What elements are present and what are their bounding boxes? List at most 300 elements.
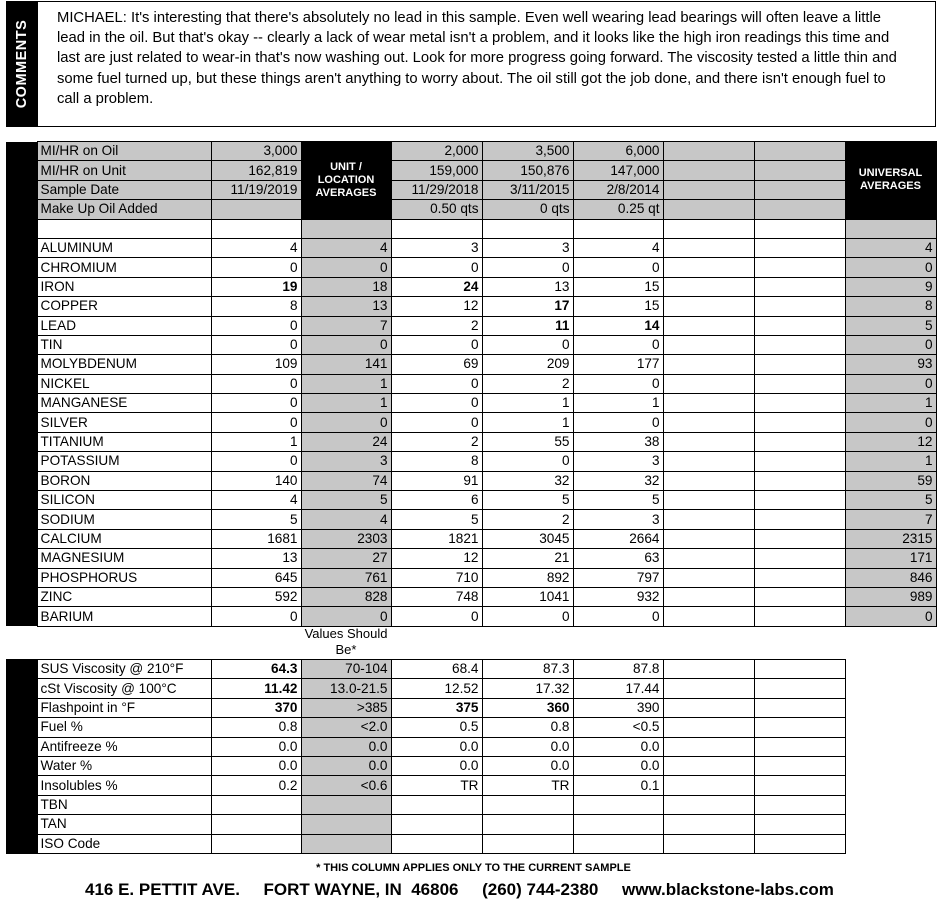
sample-value: 0.0 [573, 756, 663, 775]
element-name: TIN [37, 335, 211, 354]
universal-average-value: 0 [845, 607, 936, 626]
unit-average-value: 7 [301, 316, 391, 335]
sample-value [663, 698, 754, 717]
current-sample-value: 140 [211, 471, 301, 490]
header-row [6, 142, 936, 161]
current-sample-value: 1 [211, 432, 301, 451]
sample-value [663, 452, 754, 471]
universal-average-value: 2315 [845, 529, 936, 548]
current-sample-value: 0.0 [211, 756, 301, 775]
element-name: MOLYBDENUM [37, 355, 211, 374]
sample-value: 87.3 [482, 660, 573, 679]
element-row [6, 277, 936, 296]
sample-value [754, 510, 845, 529]
sample-value: 390 [573, 698, 663, 717]
element-name: SILICON [37, 491, 211, 510]
header-label: MI/HR on Unit [37, 161, 211, 180]
unit-average-value: 0 [301, 258, 391, 277]
sample-value: 0 [573, 607, 663, 626]
sample-value [391, 795, 482, 814]
sample-cell [663, 180, 754, 199]
sample-cell: 147,000 [573, 161, 663, 180]
unit-average-value: 2303 [301, 529, 391, 548]
current-sample-value: 11.42 [211, 679, 301, 698]
sample-value: 0 [482, 607, 573, 626]
unit-average-value: 74 [301, 471, 391, 490]
values-should-be-cell: 0.0 [301, 737, 391, 756]
sample-value [482, 815, 573, 834]
current-sample-value: 0 [211, 374, 301, 393]
current-sample-value: 0.2 [211, 776, 301, 795]
sample-value [663, 316, 754, 335]
sample-value [754, 335, 845, 354]
sample-value: 0 [573, 258, 663, 277]
sample-value [663, 549, 754, 568]
values-should-be-cell [301, 834, 391, 853]
unit-average-value: 761 [301, 568, 391, 587]
element-row [6, 413, 936, 432]
sample-value: 87.8 [573, 660, 663, 679]
sample-value [754, 834, 845, 853]
sample-cell: 2/8/2014 [573, 180, 663, 199]
header-label: Sample Date [37, 180, 211, 199]
unit-average-value: 27 [301, 549, 391, 568]
sample-value: 91 [391, 471, 482, 490]
sample-value: 2 [482, 510, 573, 529]
sample-value: 11 [482, 316, 573, 335]
unit-average-value: 828 [301, 587, 391, 606]
current-sample-cell: 162,819 [211, 161, 301, 180]
sample-value [663, 529, 754, 548]
footnote: * THIS COLUMN APPLIES ONLY TO THE CURRENT SAMPLE [316, 862, 631, 874]
unit-average-value: 4 [301, 510, 391, 529]
sample-value: 209 [482, 355, 573, 374]
sample-value [754, 698, 845, 717]
sample-value [573, 815, 663, 834]
element-row [6, 374, 936, 393]
current-sample-value: 64.3 [211, 660, 301, 679]
sample-value [663, 258, 754, 277]
sample-value [754, 355, 845, 374]
sample-cell [754, 142, 845, 161]
comments-text: MICHAEL: It's interesting that there's absolutely no lead in this sample. Even well wearing lead bearings will often leave a little lead in the oil. But that's okay -- clearly a lack of wear metal isn't a problem, and it looks like the high iron readings this time and last are just related to wear-in that's now washing out. Look for more progress going forward. The viscosity tested a little thin and some fuel turned up, but these things aren't anything to worry about. The oil still got the job done, and there isn't enough fuel to call a problem. [57, 10, 897, 107]
element-name: MAGNESIUM [37, 549, 211, 568]
header-row [6, 161, 936, 180]
sample-value: 2 [391, 316, 482, 335]
sample-cell [754, 200, 845, 219]
current-sample-value: 0 [211, 394, 301, 413]
sample-value: 5 [573, 491, 663, 510]
sample-value [663, 776, 754, 795]
sample-value: 797 [573, 568, 663, 587]
sample-value: 32 [482, 471, 573, 490]
universal-average-value: 0 [845, 374, 936, 393]
unit-average-value: 24 [301, 432, 391, 451]
property-row [6, 795, 845, 814]
sample-value [754, 491, 845, 510]
sample-value: 12.52 [391, 679, 482, 698]
current-sample-value: 0 [211, 452, 301, 471]
property-name: SUS Viscosity @ 210°F [37, 660, 211, 679]
property-row [6, 660, 845, 679]
sample-value [754, 756, 845, 775]
sample-value [754, 795, 845, 814]
sample-value [482, 834, 573, 853]
current-sample-value: 0 [211, 258, 301, 277]
element-row [6, 587, 936, 606]
sample-value: 3045 [482, 529, 573, 548]
sample-value: 3 [391, 238, 482, 257]
sample-value [754, 815, 845, 834]
spacer-cell [211, 219, 301, 238]
sample-value [754, 587, 845, 606]
sample-value [663, 355, 754, 374]
sample-value [663, 277, 754, 296]
sample-value: 0 [391, 374, 482, 393]
current-sample-value: 8 [211, 297, 301, 316]
sample-value: 12 [391, 297, 482, 316]
sample-value: 17.32 [482, 679, 573, 698]
universal-average-value: 4 [845, 238, 936, 257]
current-sample-value: 0 [211, 413, 301, 432]
sample-value: 0.0 [391, 756, 482, 775]
universal-average-value: 171 [845, 549, 936, 568]
sample-value: 3 [482, 238, 573, 257]
sample-value: 3 [573, 452, 663, 471]
property-name: Water % [37, 756, 211, 775]
element-row [6, 529, 936, 548]
property-name: Antifreeze % [37, 737, 211, 756]
element-name: COPPER [37, 297, 211, 316]
sample-value: 748 [391, 587, 482, 606]
sample-cell: 0.50 qts [391, 200, 482, 219]
universal-averages-header: UNIVERSAL AVERAGES [845, 142, 936, 220]
sample-value [754, 413, 845, 432]
sample-value [754, 776, 845, 795]
unit-average-value: 1 [301, 394, 391, 413]
current-sample-cell [211, 200, 301, 219]
sample-value [754, 737, 845, 756]
element-name: BARIUM [37, 607, 211, 626]
side-spacer [6, 142, 37, 627]
sample-cell: 6,000 [573, 142, 663, 161]
sample-value: 0 [482, 258, 573, 277]
universal-average-value: 9 [845, 277, 936, 296]
sample-value [754, 607, 845, 626]
side-spacer [6, 660, 37, 854]
universal-average-value: 0 [845, 335, 936, 354]
property-row [6, 776, 845, 795]
sample-value [663, 335, 754, 354]
property-name: cSt Viscosity @ 100°C [37, 679, 211, 698]
unit-average-value: 5 [301, 491, 391, 510]
element-name: TITANIUM [37, 432, 211, 451]
unit-average-value: 0 [301, 335, 391, 354]
sample-value [663, 471, 754, 490]
universal-average-value: 846 [845, 568, 936, 587]
current-sample-value: 0 [211, 607, 301, 626]
unit-average-value: 3 [301, 452, 391, 471]
sample-value [754, 374, 845, 393]
sample-value: 0 [391, 335, 482, 354]
lab-address: 416 E. PETTIT AVE. FORT WAYNE, IN 46806 (260) 744-2380 www.blackstone-labs.com [85, 880, 834, 899]
sample-value [754, 568, 845, 587]
sample-value [754, 258, 845, 277]
sample-value [573, 795, 663, 814]
property-name: Insolubles % [37, 776, 211, 795]
sample-value [754, 238, 845, 257]
header-label: MI/HR on Oil [37, 142, 211, 161]
sample-value: 0 [391, 258, 482, 277]
element-name: PHOSPHORUS [37, 568, 211, 587]
sample-value: 360 [482, 698, 573, 717]
sample-value: 0.0 [573, 737, 663, 756]
values-should-be-cell: <2.0 [301, 718, 391, 737]
element-row [6, 316, 936, 335]
unit-average-value: 0 [301, 413, 391, 432]
sample-value [663, 491, 754, 510]
property-name: TAN [37, 815, 211, 834]
sample-value: 1 [482, 413, 573, 432]
current-sample-value [211, 795, 301, 814]
sample-cell: 150,876 [482, 161, 573, 180]
sample-value: 5 [482, 491, 573, 510]
sample-value [754, 549, 845, 568]
element-row [6, 394, 936, 413]
current-sample-value: 13 [211, 549, 301, 568]
sample-value [573, 834, 663, 853]
sample-value: 14 [573, 316, 663, 335]
universal-average-value: 5 [845, 316, 936, 335]
current-sample-value: 19 [211, 277, 301, 296]
sample-value [663, 238, 754, 257]
sample-value [663, 795, 754, 814]
sample-value [754, 316, 845, 335]
unit-average-value: 4 [301, 238, 391, 257]
sample-value [663, 756, 754, 775]
sample-value [663, 568, 754, 587]
property-row [6, 679, 845, 698]
sample-value: 13 [482, 277, 573, 296]
comments-section [6, 1, 936, 127]
unit-average-value: 18 [301, 277, 391, 296]
sample-value [663, 718, 754, 737]
sample-value [663, 815, 754, 834]
current-sample-value: 109 [211, 355, 301, 374]
sample-value: 68.4 [391, 660, 482, 679]
sample-cell: 0 qts [482, 200, 573, 219]
current-sample-cell: 11/19/2019 [211, 180, 301, 199]
sample-value: 710 [391, 568, 482, 587]
current-sample-cell: 3,000 [211, 142, 301, 161]
sample-value [663, 660, 754, 679]
sample-cell: 0.25 qt [573, 200, 663, 219]
property-row [6, 698, 845, 717]
header-row [6, 180, 936, 199]
sample-value: <0.5 [573, 718, 663, 737]
property-name: ISO Code [37, 834, 211, 853]
unit-location-averages-header: UNIT / LOCATION AVERAGES [301, 142, 391, 220]
sample-value: 2 [482, 374, 573, 393]
sample-value: 0 [391, 413, 482, 432]
property-row [6, 756, 845, 775]
current-sample-value: 4 [211, 491, 301, 510]
current-sample-value: 0.0 [211, 737, 301, 756]
element-name: IRON [37, 277, 211, 296]
sample-value: 0 [573, 413, 663, 432]
sample-value: 63 [573, 549, 663, 568]
elements-table [6, 141, 937, 627]
sample-value: TR [391, 776, 482, 795]
sample-value: TR [482, 776, 573, 795]
current-sample-value [211, 815, 301, 834]
sample-value [754, 718, 845, 737]
sample-cell [663, 142, 754, 161]
element-row [6, 432, 936, 451]
sample-value [663, 607, 754, 626]
element-name: CHROMIUM [37, 258, 211, 277]
property-name: TBN [37, 795, 211, 814]
sample-value [663, 834, 754, 853]
sample-value [754, 297, 845, 316]
element-row [6, 471, 936, 490]
sample-value: 1041 [482, 587, 573, 606]
values-should-be-cell: <0.6 [301, 776, 391, 795]
sample-value: 177 [573, 355, 663, 374]
sample-value: 15 [573, 277, 663, 296]
values-should-be-cell: 70-104 [301, 660, 391, 679]
universal-average-value: 1 [845, 394, 936, 413]
sample-value [754, 432, 845, 451]
spacer-row [6, 219, 936, 238]
element-row [6, 355, 936, 374]
sample-value: 5 [391, 510, 482, 529]
sample-value [754, 471, 845, 490]
current-sample-value: 592 [211, 587, 301, 606]
sample-value: 0.0 [391, 737, 482, 756]
spacer-cell [663, 219, 754, 238]
sample-value: 375 [391, 698, 482, 717]
universal-average-value: 5 [845, 491, 936, 510]
sample-value: 0 [573, 335, 663, 354]
universal-average-value: 12 [845, 432, 936, 451]
element-name: NICKEL [37, 374, 211, 393]
sample-value: 892 [482, 568, 573, 587]
values-should-be-cell: >385 [301, 698, 391, 717]
element-row [6, 568, 936, 587]
current-sample-value: 1681 [211, 529, 301, 548]
sample-value [663, 413, 754, 432]
sample-value: 69 [391, 355, 482, 374]
sample-value: 1821 [391, 529, 482, 548]
universal-average-value: 0 [845, 258, 936, 277]
property-row [6, 815, 845, 834]
sample-value: 2664 [573, 529, 663, 548]
sample-value: 38 [573, 432, 663, 451]
spacer-cell [754, 219, 845, 238]
spacer-cell [482, 219, 573, 238]
sample-value [663, 587, 754, 606]
element-row [6, 258, 936, 277]
spacer-cell [391, 219, 482, 238]
sample-cell: 11/29/2018 [391, 180, 482, 199]
sample-value: 24 [391, 277, 482, 296]
sample-value: 2 [391, 432, 482, 451]
current-sample-value: 0 [211, 335, 301, 354]
unit-average-value: 141 [301, 355, 391, 374]
sample-value: 6 [391, 491, 482, 510]
spacer-cell [573, 219, 663, 238]
current-sample-value: 4 [211, 238, 301, 257]
sample-value [663, 432, 754, 451]
sample-value: 0.0 [482, 737, 573, 756]
element-row [6, 335, 936, 354]
sample-cell: 2,000 [391, 142, 482, 161]
sample-cell [663, 200, 754, 219]
sample-value: 32 [573, 471, 663, 490]
sample-value [663, 297, 754, 316]
universal-average-value: 0 [845, 413, 936, 432]
sample-value [663, 679, 754, 698]
sample-value: 0 [391, 394, 482, 413]
sample-value [754, 277, 845, 296]
sample-value: 17 [482, 297, 573, 316]
sample-value [754, 679, 845, 698]
universal-average-value: 8 [845, 297, 936, 316]
property-name: Flashpoint in °F [37, 698, 211, 717]
sample-value [754, 394, 845, 413]
sample-value: 12 [391, 549, 482, 568]
sample-value: 1 [573, 394, 663, 413]
current-sample-value [211, 834, 301, 853]
spacer-cell [845, 219, 936, 238]
universal-average-value: 7 [845, 510, 936, 529]
sample-value [754, 452, 845, 471]
sample-value: 0 [482, 335, 573, 354]
element-name: MANGANESE [37, 394, 211, 413]
element-name: ZINC [37, 587, 211, 606]
element-row [6, 549, 936, 568]
sample-cell: 3/11/2015 [482, 180, 573, 199]
properties-table [6, 659, 846, 854]
comments-side-label: COMMENTS [6, 1, 37, 127]
sample-value: 17.44 [573, 679, 663, 698]
element-row [6, 491, 936, 510]
unit-average-value: 0 [301, 607, 391, 626]
values-should-be-cell [301, 815, 391, 834]
sample-value [663, 374, 754, 393]
element-name: SODIUM [37, 510, 211, 529]
sample-cell: 159,000 [391, 161, 482, 180]
values-should-be-note: Values Should Be* [304, 626, 388, 657]
element-row [6, 607, 936, 626]
sample-value [482, 795, 573, 814]
element-row [6, 238, 936, 257]
unit-average-value: 13 [301, 297, 391, 316]
current-sample-value: 0.8 [211, 718, 301, 737]
sample-value: 55 [482, 432, 573, 451]
element-name: ALUMINUM [37, 238, 211, 257]
sample-value: 932 [573, 587, 663, 606]
element-row [6, 510, 936, 529]
sample-value: 0.1 [573, 776, 663, 795]
sample-value [391, 834, 482, 853]
sample-value: 3 [573, 510, 663, 529]
property-row [6, 737, 845, 756]
sample-value: 8 [391, 452, 482, 471]
element-row [6, 452, 936, 471]
universal-average-value: 1 [845, 452, 936, 471]
